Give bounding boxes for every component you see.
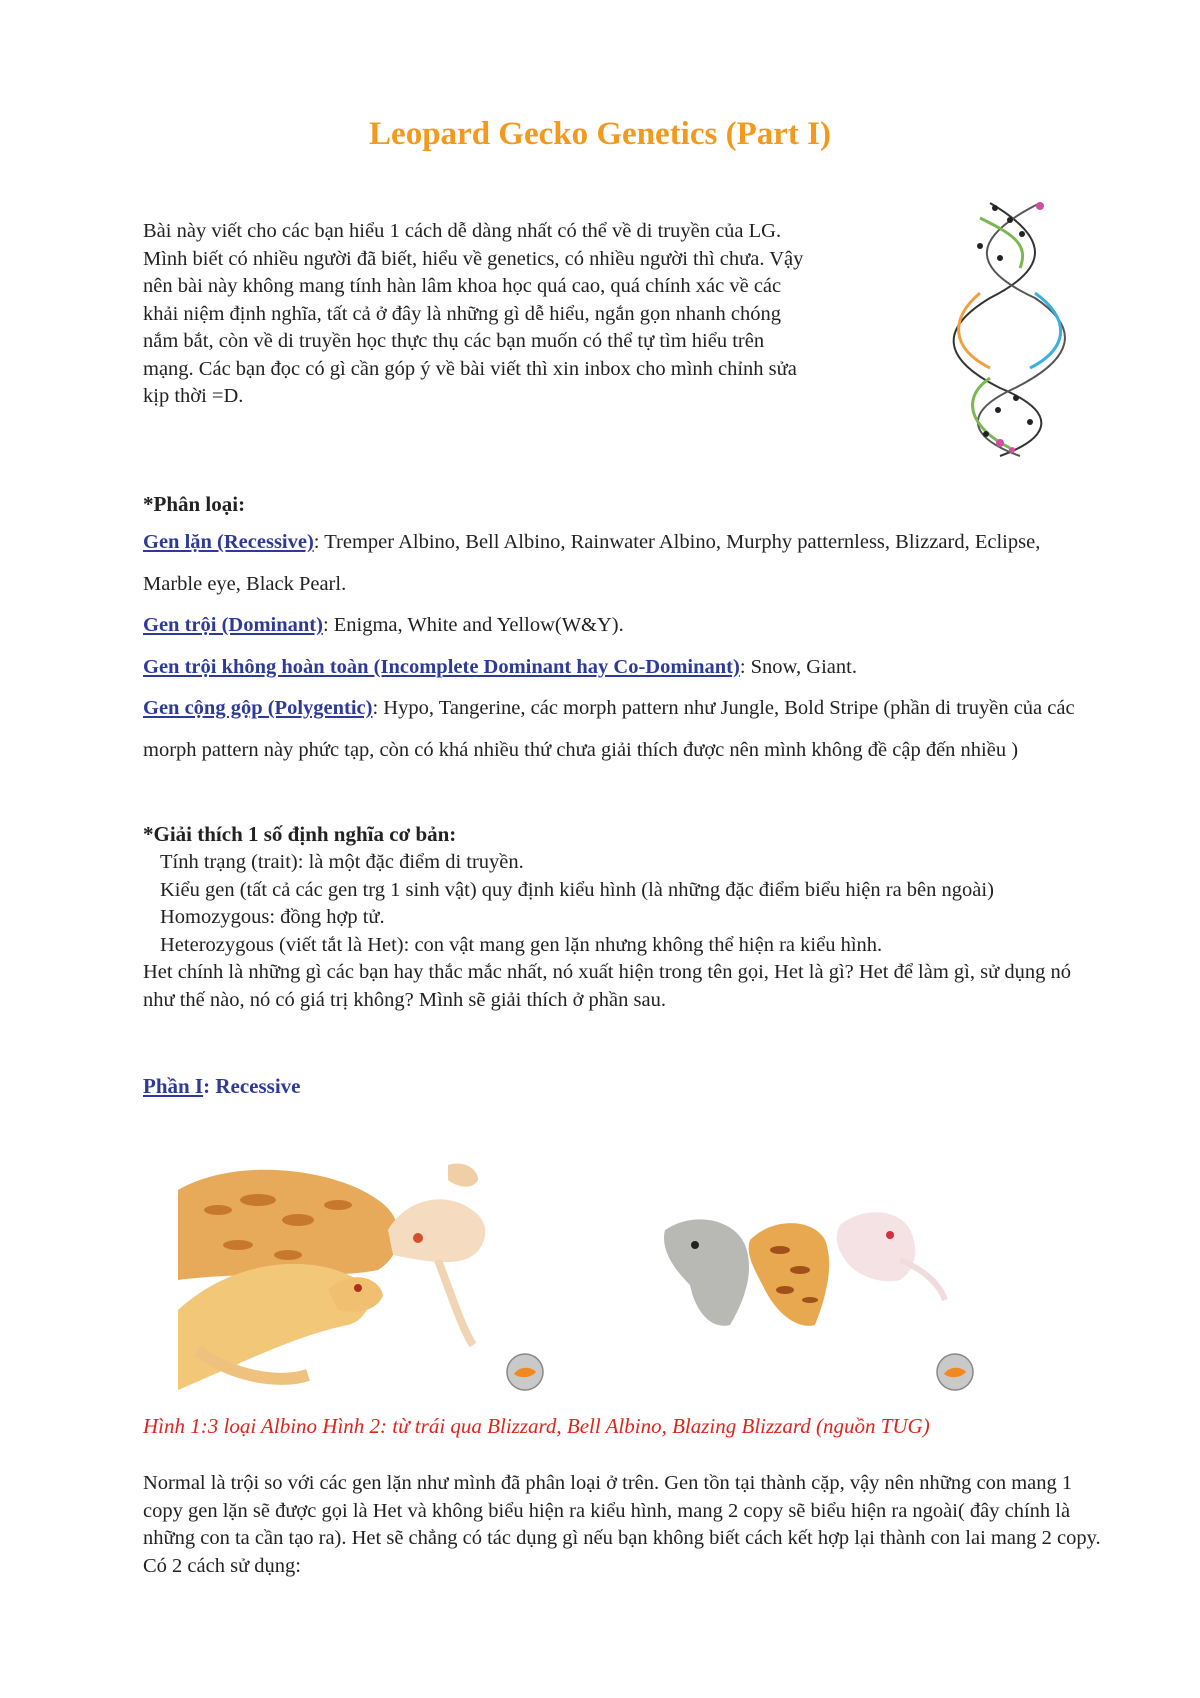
definition-line: Kiểu gen (tất cả các gen trg 1 sinh vật) quy định kiểu hình (là những đặc điểm biểu hiện ra bên ngoài) <box>160 878 994 901</box>
figure-blizzard-geckos <box>655 1200 955 1350</box>
definition-line: Homozygous: đồng hợp tử. <box>160 906 385 928</box>
definition-line: Heterozygous (viết tắt là Het): con vật mang gen lặn nhưng không thể hiện ra kiểu hình. <box>160 933 883 956</box>
dna-helix-illustration <box>950 198 1070 458</box>
polygenic-text: : Hypo, Tangerine, các morph pattern như Jungle, Bold Stripe (phần di truyền của các morph pattern này phức tạp, còn có khá nhiều thứ chưa giải thích được nên mình không đề cập đến nhiều ) <box>143 697 1075 761</box>
codominant-text: : Snow, Giant. <box>739 655 857 678</box>
figure-caption: Hình 1:3 loại Albino Hình 2: từ trái qua Blizzard, Bell Albino, Blazing Blizzard (nguồn TUG) <box>143 1414 930 1438</box>
classification-item <box>143 647 1103 689</box>
tug-logo-1 <box>505 1352 545 1392</box>
intro-paragraph <box>143 218 933 411</box>
definitions-block <box>143 849 1103 1014</box>
tug-logo-2 <box>935 1352 975 1392</box>
classification-heading: *Phân loại: <box>143 492 246 516</box>
page-title: Leopard Gecko Genetics (Part I) <box>369 116 831 152</box>
part-link[interactable]: Phần I <box>143 1074 204 1098</box>
part-rest: : Recessive <box>203 1074 301 1098</box>
polygenic-link[interactable]: Gen cộng gộp (Polygentic) <box>143 697 373 719</box>
part-heading <box>143 1074 300 1099</box>
intro-line: kịp thời =D. <box>143 385 244 407</box>
intro-line: Mình biết có nhiều người đã biết, hiểu về genetics, có nhiều người thì chưa. Vậy <box>143 247 804 270</box>
dominant-link[interactable]: Gen trội (Dominant) <box>143 614 323 636</box>
intro-line: Bài này viết cho các bạn hiểu 1 cách dễ dàng nhất có thể về di truyền của LG. <box>143 220 782 242</box>
definitions-heading: *Giải thích 1 số định nghĩa cơ bản: <box>143 822 457 846</box>
recessive-text: : Tremper Albino, Bell Albino, Rainwater Albino, Murphy patternless, Blizzard, Eclipse, Marble eye, Black Pearl. <box>143 531 1041 595</box>
recessive-link[interactable]: Gen lặn (Recessive) <box>143 531 314 553</box>
intro-line: nắm bắt, còn về di truyền học thực thụ các bạn muốn có thể tự tìm hiểu trên <box>143 330 765 352</box>
intro-line: khải niệm định nghĩa, tất cả ở đây là những gì dễ hiểu, ngắn gọn nhanh chóng <box>143 302 781 325</box>
codominant-link[interactable]: Gen trội không hoàn toàn (Incomplete Dominant hay Co-Dominant) <box>143 655 740 678</box>
recessive-paragraph: Normal là trội so với các gen lặn như mình đã phân loại ở trên. Gen tồn tại thành cặp, vậy nên những con mang 1 copy gen lặn sẽ được gọi là Het và không biểu hiện ra kiểu hình, mang 2 copy sẽ biểu hiện ra ngoài( đây chính là những con ta cần tạo ra). Het sẽ chẳng có tác dụng gì nếu bạn không biết cách kết hợp lại thành con lai mang 2 copy. Có 2 cách sử dụng: <box>143 1472 1101 1577</box>
classification-item <box>143 688 1103 771</box>
definition-line: Tính trạng (trait): là một đặc điểm di truyền. <box>160 851 524 873</box>
dominant-text: : Enigma, White and Yellow(W&Y). <box>322 614 624 636</box>
figure-albino-geckos <box>178 1160 558 1395</box>
het-paragraph: Het chính là những gì các bạn hay thắc mắc nhất, nó xuất hiện trong tên gọi, Het là gì? Het để làm gì, sử dụng nó như thế nào, nó có giá trị không? Mình sẽ giải thích ở phần sau. <box>143 961 1071 1011</box>
classification-list <box>143 522 1103 771</box>
intro-line: nên bài này không mang tính hàn lâm khoa học quá cao, quá chính xác về các <box>143 275 782 297</box>
classification-item <box>143 605 1103 647</box>
intro-line: mạng. Các bạn đọc có gì cần góp ý về bài viết thì xin inbox cho mình chỉnh sửa <box>143 357 797 380</box>
classification-item <box>143 522 1103 605</box>
